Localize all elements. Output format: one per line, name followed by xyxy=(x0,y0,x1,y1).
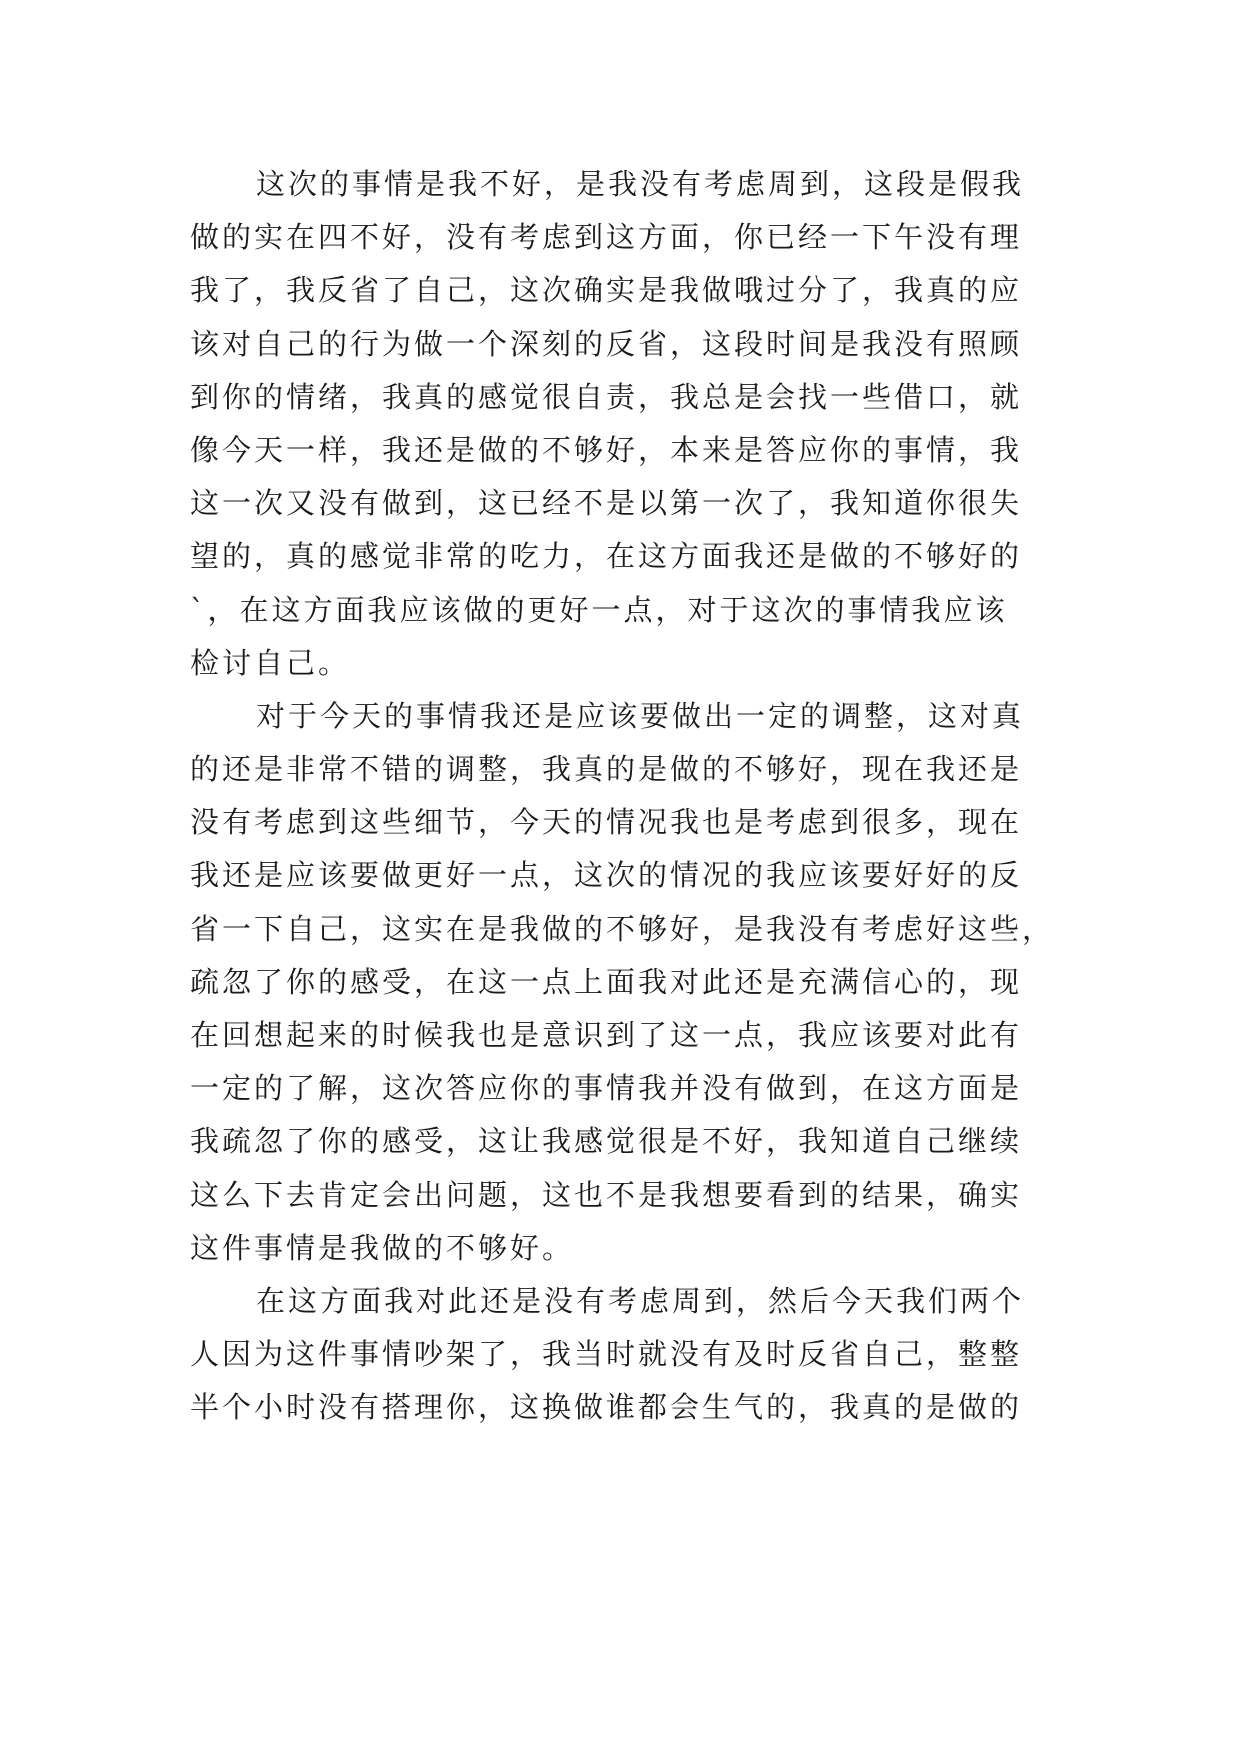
text-line: 我还是应该要做更好一点，这次的情况的我应该要好好的反 xyxy=(190,858,1023,893)
paragraph-1 xyxy=(190,158,1051,690)
text-line: 在这方面我对此还是没有考虑周到，然后今天我们两个 xyxy=(256,1283,1025,1318)
text-line: 检讨自己。 xyxy=(190,645,351,680)
text-line: 一定的了解，这次答应你的事情我并没有做到，在这方面是 xyxy=(190,1071,1023,1106)
text-line: 人因为这件事情吵架了，我当时就没有及时反省自己，整整 xyxy=(190,1337,1023,1372)
text-line: 我了，我反省了自己，这次确实是我做哦过分了，我真的应 xyxy=(190,273,1023,308)
text-line: 做的实在四不好，没有考虑到这方面，你已经一下午没有理 xyxy=(190,220,1023,255)
paragraph-2 xyxy=(190,690,1055,1275)
text-line: 在回想起来的时候我也是意识到了这一点，我应该要对此有 xyxy=(190,1018,1023,1052)
text-line: 该对自己的行为做一个深刻的反省，这段时间是我没有照顾 xyxy=(190,326,1023,361)
text-line: 这次的事情是我不好，是我没有考虑周到，这段是假我 xyxy=(256,167,1025,201)
text-line: 没有考虑到这些细节，今天的情况我也是考虑到很多，现在 xyxy=(190,805,1023,840)
paragraph-3 xyxy=(190,1275,1051,1435)
text-line: 望的，真的感觉非常的吃力，在这方面我还是做的不够好的 xyxy=(190,539,1023,574)
text-line: 的还是非常不错的调整，我真的是做的不够好，现在我还是 xyxy=(190,752,1023,787)
text-line: `，在这方面我应该做的更好一点，对于这次的事情我应该 xyxy=(190,592,1008,627)
text-line: 省一下自己，这实在是我做的不够好，是我没有考虑好这些， xyxy=(190,911,1055,946)
text-line: 这件事情是我做的不够好。 xyxy=(190,1230,575,1265)
text-line: 半个小时没有搭理你，这换做谁都会生气的，我真的是做的 xyxy=(190,1390,1023,1425)
text-line: 疏忽了你的感受，在这一点上面我对此还是充满信心的，现 xyxy=(190,964,1023,999)
text-line: 这一次又没有做到，这已经不是以第一次了，我知道你很失 xyxy=(190,486,1023,521)
text-line: 到你的情绪，我真的感觉很自责，我总是会找一些借口，就 xyxy=(190,379,1023,414)
document-body xyxy=(190,158,1055,1435)
text-line: 对于今天的事情我还是应该要做出一定的调整，这对真 xyxy=(256,698,1025,733)
text-line: 像今天一样，我还是做的不够好，本来是答应你的事情，我 xyxy=(190,432,1023,467)
text-line: 我疏忽了你的感受，这让我感觉很是不好，我知道自己继续 xyxy=(190,1124,1023,1159)
text-line: 这么下去肯定会出问题，这也不是我想要看到的结果，确实 xyxy=(190,1177,1023,1212)
